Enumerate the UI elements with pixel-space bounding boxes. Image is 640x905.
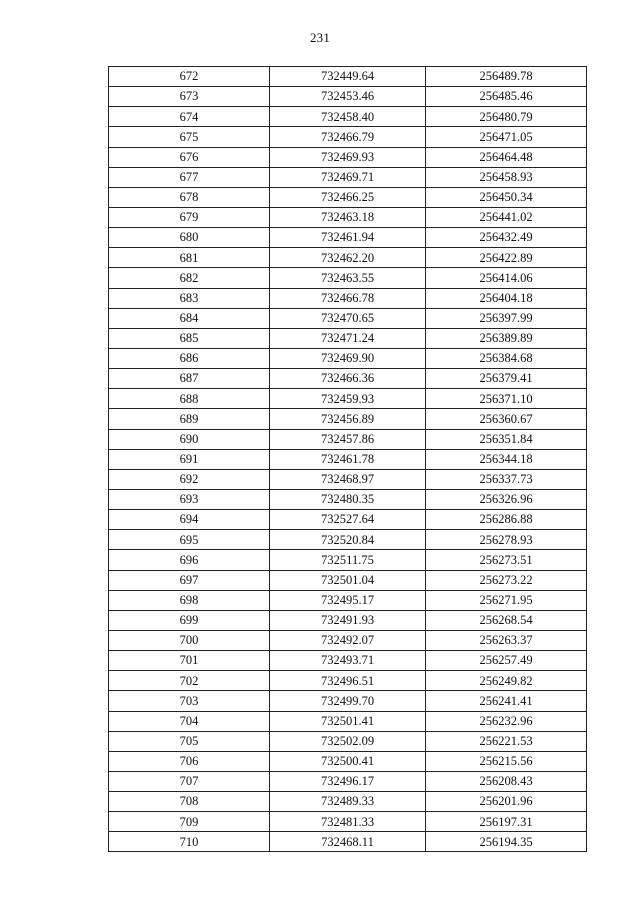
x-coordinate-cell: 732468.11 — [270, 832, 426, 852]
y-coordinate-cell: 256197.31 — [426, 812, 587, 832]
table-row — [109, 510, 587, 530]
table-row — [109, 268, 587, 288]
y-coordinate-cell: 256232.96 — [426, 711, 587, 731]
table-row — [109, 449, 587, 469]
table-row — [109, 590, 587, 610]
table-row — [109, 530, 587, 550]
x-coordinate-cell: 732456.89 — [270, 409, 426, 429]
y-coordinate-cell: 256194.35 — [426, 832, 587, 852]
point-number-cell: 683 — [109, 288, 270, 308]
table-row — [109, 550, 587, 570]
table-row — [109, 107, 587, 127]
y-coordinate-cell: 256241.41 — [426, 691, 587, 711]
table-row — [109, 67, 587, 87]
table-row — [109, 389, 587, 409]
y-coordinate-cell: 256379.41 — [426, 369, 587, 389]
table-row — [109, 348, 587, 368]
point-number-cell: 707 — [109, 771, 270, 791]
y-coordinate-cell: 256273.51 — [426, 550, 587, 570]
table-row — [109, 87, 587, 107]
y-coordinate-cell: 256384.68 — [426, 348, 587, 368]
y-coordinate-cell: 256422.89 — [426, 248, 587, 268]
point-number-cell: 688 — [109, 389, 270, 409]
x-coordinate-cell: 732496.51 — [270, 671, 426, 691]
y-coordinate-cell: 256432.49 — [426, 228, 587, 248]
table-row — [109, 489, 587, 509]
point-number-cell: 680 — [109, 228, 270, 248]
x-coordinate-cell: 732501.41 — [270, 711, 426, 731]
table-row — [109, 369, 587, 389]
y-coordinate-cell: 256471.05 — [426, 127, 587, 147]
point-number-cell: 698 — [109, 590, 270, 610]
point-number-cell: 686 — [109, 348, 270, 368]
x-coordinate-cell: 732458.40 — [270, 107, 426, 127]
table-body — [109, 67, 587, 852]
table-row — [109, 147, 587, 167]
point-number-cell: 685 — [109, 328, 270, 348]
x-coordinate-cell: 732500.41 — [270, 751, 426, 771]
y-coordinate-cell: 256351.84 — [426, 429, 587, 449]
y-coordinate-cell: 256201.96 — [426, 792, 587, 812]
y-coordinate-cell: 256221.53 — [426, 731, 587, 751]
x-coordinate-cell: 732489.33 — [270, 792, 426, 812]
y-coordinate-cell: 256371.10 — [426, 389, 587, 409]
y-coordinate-cell: 256271.95 — [426, 590, 587, 610]
y-coordinate-cell: 256337.73 — [426, 469, 587, 489]
point-number-cell: 706 — [109, 751, 270, 771]
point-number-cell: 675 — [109, 127, 270, 147]
table-row — [109, 651, 587, 671]
point-number-cell: 696 — [109, 550, 270, 570]
point-number-cell: 695 — [109, 530, 270, 550]
y-coordinate-cell: 256489.78 — [426, 67, 587, 87]
table-row — [109, 127, 587, 147]
x-coordinate-cell: 732463.18 — [270, 207, 426, 227]
y-coordinate-cell: 256441.02 — [426, 207, 587, 227]
x-coordinate-cell: 732469.93 — [270, 147, 426, 167]
x-coordinate-cell: 732471.24 — [270, 328, 426, 348]
x-coordinate-cell: 732466.78 — [270, 288, 426, 308]
point-number-cell: 673 — [109, 87, 270, 107]
coordinates-table-container — [108, 66, 586, 852]
table-row — [109, 308, 587, 328]
table-row — [109, 248, 587, 268]
point-number-cell: 704 — [109, 711, 270, 731]
point-number-cell: 697 — [109, 570, 270, 590]
y-coordinate-cell: 256404.18 — [426, 288, 587, 308]
point-number-cell: 689 — [109, 409, 270, 429]
point-number-cell: 690 — [109, 429, 270, 449]
point-number-cell: 676 — [109, 147, 270, 167]
point-number-cell: 710 — [109, 832, 270, 852]
y-coordinate-cell: 256344.18 — [426, 449, 587, 469]
table-row — [109, 731, 587, 751]
x-coordinate-cell: 732469.71 — [270, 167, 426, 187]
x-coordinate-cell: 732466.79 — [270, 127, 426, 147]
point-number-cell: 693 — [109, 489, 270, 509]
x-coordinate-cell: 732453.46 — [270, 87, 426, 107]
x-coordinate-cell: 732491.93 — [270, 610, 426, 630]
x-coordinate-cell: 732466.25 — [270, 187, 426, 207]
point-number-cell: 692 — [109, 469, 270, 489]
table-row — [109, 288, 587, 308]
y-coordinate-cell: 256273.22 — [426, 570, 587, 590]
point-number-cell: 708 — [109, 792, 270, 812]
x-coordinate-cell: 732459.93 — [270, 389, 426, 409]
table-row — [109, 610, 587, 630]
x-coordinate-cell: 732461.94 — [270, 228, 426, 248]
table-row — [109, 469, 587, 489]
x-coordinate-cell: 732527.64 — [270, 510, 426, 530]
y-coordinate-cell: 256397.99 — [426, 308, 587, 328]
point-number-cell: 702 — [109, 671, 270, 691]
x-coordinate-cell: 732468.97 — [270, 469, 426, 489]
x-coordinate-cell: 732480.35 — [270, 489, 426, 509]
y-coordinate-cell: 256458.93 — [426, 167, 587, 187]
table-row — [109, 751, 587, 771]
x-coordinate-cell: 732511.75 — [270, 550, 426, 570]
x-coordinate-cell: 732495.17 — [270, 590, 426, 610]
table-row — [109, 671, 587, 691]
x-coordinate-cell: 732481.33 — [270, 812, 426, 832]
point-number-cell: 691 — [109, 449, 270, 469]
table-row — [109, 812, 587, 832]
point-number-cell: 679 — [109, 207, 270, 227]
y-coordinate-cell: 256389.89 — [426, 328, 587, 348]
point-number-cell: 705 — [109, 731, 270, 751]
x-coordinate-cell: 732461.78 — [270, 449, 426, 469]
x-coordinate-cell: 732520.84 — [270, 530, 426, 550]
coordinates-table — [108, 66, 587, 852]
point-number-cell: 677 — [109, 167, 270, 187]
y-coordinate-cell: 256268.54 — [426, 610, 587, 630]
table-row — [109, 832, 587, 852]
point-number-cell: 709 — [109, 812, 270, 832]
x-coordinate-cell: 732470.65 — [270, 308, 426, 328]
point-number-cell: 700 — [109, 630, 270, 650]
x-coordinate-cell: 732493.71 — [270, 651, 426, 671]
y-coordinate-cell: 256208.43 — [426, 771, 587, 791]
point-number-cell: 681 — [109, 248, 270, 268]
point-number-cell: 672 — [109, 67, 270, 87]
y-coordinate-cell: 256286.88 — [426, 510, 587, 530]
y-coordinate-cell: 256450.34 — [426, 187, 587, 207]
point-number-cell: 678 — [109, 187, 270, 207]
x-coordinate-cell: 732469.90 — [270, 348, 426, 368]
table-row — [109, 228, 587, 248]
point-number-cell: 687 — [109, 369, 270, 389]
y-coordinate-cell: 256480.79 — [426, 107, 587, 127]
point-number-cell: 701 — [109, 651, 270, 671]
x-coordinate-cell: 732462.20 — [270, 248, 426, 268]
table-row — [109, 207, 587, 227]
y-coordinate-cell: 256263.37 — [426, 630, 587, 650]
x-coordinate-cell: 732449.64 — [270, 67, 426, 87]
x-coordinate-cell: 732496.17 — [270, 771, 426, 791]
table-row — [109, 771, 587, 791]
x-coordinate-cell: 732502.09 — [270, 731, 426, 751]
x-coordinate-cell: 732463.55 — [270, 268, 426, 288]
x-coordinate-cell: 732492.07 — [270, 630, 426, 650]
x-coordinate-cell: 732501.04 — [270, 570, 426, 590]
x-coordinate-cell: 732499.70 — [270, 691, 426, 711]
x-coordinate-cell: 732466.36 — [270, 369, 426, 389]
table-row — [109, 409, 587, 429]
table-row — [109, 630, 587, 650]
table-row — [109, 328, 587, 348]
y-coordinate-cell: 256278.93 — [426, 530, 587, 550]
table-row — [109, 792, 587, 812]
y-coordinate-cell: 256249.82 — [426, 671, 587, 691]
point-number-cell: 699 — [109, 610, 270, 630]
table-row — [109, 429, 587, 449]
y-coordinate-cell: 256464.48 — [426, 147, 587, 167]
x-coordinate-cell: 732457.86 — [270, 429, 426, 449]
y-coordinate-cell: 256326.96 — [426, 489, 587, 509]
table-row — [109, 691, 587, 711]
table-row — [109, 570, 587, 590]
y-coordinate-cell: 256215.56 — [426, 751, 587, 771]
table-row — [109, 187, 587, 207]
point-number-cell: 674 — [109, 107, 270, 127]
point-number-cell: 684 — [109, 308, 270, 328]
page-number: 231 — [309, 30, 331, 45]
point-number-cell: 694 — [109, 510, 270, 530]
y-coordinate-cell: 256414.06 — [426, 268, 587, 288]
table-row — [109, 167, 587, 187]
y-coordinate-cell: 256485.46 — [426, 87, 587, 107]
y-coordinate-cell: 256257.49 — [426, 651, 587, 671]
point-number-cell: 682 — [109, 268, 270, 288]
table-row — [109, 711, 587, 731]
point-number-cell: 703 — [109, 691, 270, 711]
y-coordinate-cell: 256360.67 — [426, 409, 587, 429]
